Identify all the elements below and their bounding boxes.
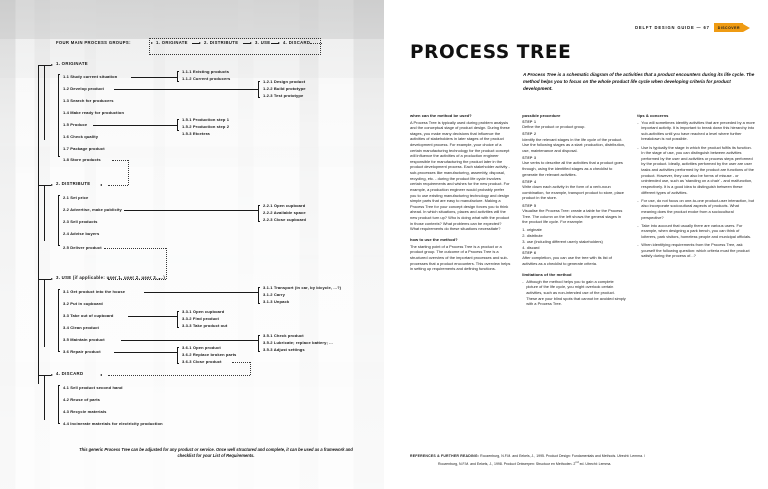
group-arrow-icon-1 — [51, 64, 53, 66]
step-block-6 — [522, 251, 626, 267]
flow-arrow-icon-0 — [151, 42, 153, 44]
step-block-5 — [522, 204, 626, 251]
subitem-3-5-1: 3.5.1 Check product — [263, 333, 304, 338]
items-bracket-2-top — [58, 195, 60, 196]
step5-stage-list — [522, 227, 626, 250]
page-header — [635, 23, 750, 32]
subitem-3-1-2: 3.1.2 Carry — [263, 292, 286, 297]
list-item: - Although the method helps you to gain a complete picture of the life cycle, you might overlook certain activities, such as non-intended use of the product. These are your blind spots that cannot be avoided simply with a Process Tree. — [522, 279, 626, 307]
brace-3-3 — [177, 311, 179, 328]
diagram-caption: This generic Process Tree can be adjusted for any product or service. Once well structured and complete, it can be used as a framework and checklist for your List of Requirements. — [79, 447, 353, 459]
item-1-3: 1.3 Search for producers — [63, 98, 114, 103]
items-bracket-3-top — [58, 289, 60, 290]
item-2-5: 2.5 Deliver product — [63, 245, 102, 250]
list-item: 4. discard — [522, 245, 540, 251]
items-bracket-1-bottom — [58, 156, 60, 157]
references-line1: Roozenburg, N.F.M. and Eekels, J., 1995. Product Design: Fundamentals and Methods. Utrecht: Lemma. / — [479, 454, 645, 459]
item-3-1: 3.1 Get product into the house — [63, 289, 126, 294]
heading-tips: tips & concerns — [637, 113, 669, 118]
list-item: - Use is typically the stage in which the product fulfils its function. In the stage of use, you can distinguish between activities performed by the user and activities or process steps performed by the product. Ideally, activities performed by the user are user tasks and activities performed by the product are functions of the product. However, they can also be forms of misuse - or unintended use, such as 'standing on a chair' - and malfunction, respectively. It is a good idea to distinguish between these different types of activities. — [637, 145, 755, 195]
dotted-out-1-8 — [112, 160, 128, 161]
heading-when: when can the method be used? — [410, 113, 472, 118]
four-main-process-groups-title: FOUR MAIN PROCESS GROUPS: — [56, 40, 131, 45]
tips-list — [637, 120, 755, 259]
group-heading-4: 4. DISCARD — [56, 371, 84, 376]
subitem-1-5-1: 1.5.1 Production step 1 — [182, 117, 230, 122]
step-text-5: Visualise the Process Tree: create a table for the Process Tree. The column on the left shows the general stages in the product life cycle. For example: — [522, 208, 623, 225]
step-label-6: STEP 6 — [522, 251, 537, 256]
branch-line-1-1 — [131, 77, 177, 78]
column-tips — [637, 113, 755, 309]
group-bracket-3 — [44, 279, 45, 347]
group-bracket-4 — [44, 375, 45, 420]
references-ordinal: nd — [575, 459, 579, 464]
subitem-1-1-1: 1.1.1 Existing products — [182, 69, 230, 74]
step-label-2: STEP 2 — [522, 132, 537, 137]
heading-procedure: possible procedure — [522, 113, 561, 118]
item-3-3: 3.3 Take out of cupboard — [63, 313, 114, 318]
list-item: - You will sometimes identify activities that are preceded by a more important activity. It is important to break down this hierarchy into sub-activities until you have reached a level where further breakdown is not possible. — [637, 120, 755, 142]
flow-arrow-icon-3 — [278, 42, 280, 44]
subitem-2-2-2: 2.2.2 Available space — [263, 210, 306, 215]
item-4-3: 4.3 Recycle materials — [63, 409, 107, 414]
step-text-2: Identify the relevant stages in the life cycle of the product. Use the following stages as a start: production, distribution, use, maintenance and disposal. — [522, 136, 626, 153]
list-item: - When identifying requirements from the Process Tree, ask yourself the following question: which criteria must the product satisfy during the process of...? — [637, 242, 755, 259]
group-bracket-2 — [44, 185, 45, 241]
list-item: 2. distribute — [522, 233, 543, 239]
brace-1-1 — [177, 71, 179, 82]
subitem-3-3-2: 3.3.2 Find product — [182, 316, 220, 321]
item-1-4: 1.4 Make ready for production — [63, 110, 125, 115]
item-1-2: 1.2 Develop product — [63, 86, 104, 91]
top-flow-step-1: 1. ORIGINATE — [156, 40, 188, 45]
step-block-3 — [522, 156, 626, 177]
group-arrow-icon-4 — [51, 374, 53, 376]
group-heading-3: 3. USE (if applicable: user 1, user 2, user 3, ...) — [56, 275, 166, 280]
discover-tab-label: DISCOVER — [717, 25, 740, 30]
item-3-2: 3.2 Put in cupboard — [63, 301, 103, 306]
brace-3-5 — [258, 335, 260, 352]
brace-3-1 — [258, 287, 260, 304]
flow-connector-3 — [310, 43, 322, 44]
column-when-how — [410, 113, 511, 309]
item-4-2: 4.2 Reuse of parts — [63, 397, 101, 402]
text-how: The starting point of a Process Tree is a product or a product group. The outcome of a Process Tree is a structured overview of the important processes and sub-processes that a product encounters. This overview helps in setting up requirements and defining functions. — [410, 243, 511, 272]
item-2-2: 2.2 Advertise, make publicity — [63, 207, 122, 212]
flow-arrow-icon-2 — [250, 42, 252, 44]
brace-2-2 — [258, 205, 260, 222]
subitem-3-1-1: 3.1.1 Transport (in car, by bicycle, ...?) — [263, 285, 342, 290]
subitem-1-2-1: 1.2.1 Design product — [263, 79, 306, 84]
step-label-4: STEP 4 — [522, 179, 537, 184]
items-bracket-4-bottom — [58, 423, 60, 424]
spine-line — [38, 66, 39, 384]
subitem-2-2-1: 2.2.1 Open cupboard — [263, 203, 306, 208]
text-when: A Process Tree is typically used during problem analysis and the conceptual stage of product design. During these stages, you make many decisions that influence the activities of stakeholders in later stages of the product development process. For example, your choice of a certain manufacturing technology for the product concept will influence the activities of a production engineer responsible for manufacturing the product later in the product development process. Each stakeholder activity - sub-processes like manufacturing, assembly, disposal, recycling, etc. - during the product life cycle involves certain requirements and wishes for the new product. For example, a production engineer would probably prefer you to use existing manufacturing technology and design simple parts that are easy to manufacture. Making a Process Tree for your concept design forces you to think ahead. In which situations, places and activities will the new product turn up? Who is doing what with the product in those contexts? What problems can be expected? What requirements do these situations necessitate? — [410, 119, 510, 232]
branch-line-1-5 — [93, 125, 177, 126]
heading-limitations: limitations of the method — [522, 272, 572, 278]
top-flow-step-3: 3. USE — [255, 40, 271, 45]
items-bracket-3 — [58, 289, 59, 351]
step-text-1: Define the product or product group. — [522, 123, 586, 129]
column-procedure — [522, 113, 626, 309]
group-in-arrow-icon-2 — [100, 184, 102, 186]
group-bracket-1 — [44, 65, 45, 140]
step-label-5: STEP 5 — [522, 203, 537, 208]
items-bracket-2-bottom — [58, 245, 60, 246]
top-flow-step-4: 4. DISCARD — [283, 40, 311, 45]
item-1-1: 1.1 Study current situation — [63, 74, 118, 79]
step-text-3: Use verbs to describe all the activities that a product goes through, using the identified stages as a checklist to generate the relevant activities. — [522, 160, 623, 177]
list-item: 1. originate — [522, 227, 542, 233]
discover-tab-body — [714, 23, 743, 32]
subitem-3-3-1: 3.3.1 Open cupboard — [182, 309, 225, 314]
step-block-1 — [522, 120, 626, 130]
top-flow-step-2: 2. DISTRIBUTE — [204, 40, 239, 45]
items-bracket-1 — [58, 74, 59, 156]
item-3-5: 3.5 Maintain product — [63, 337, 105, 342]
subitem-2-2-3: 2.2.3 Close cupboard — [263, 217, 307, 222]
references-line2: Roozenburg, N.F.M. and Eekels, J., 1998. Product Ontwerpen: Structuur en Methoden. 2nd ed. Utrecht: Lemma. — [438, 459, 612, 466]
subitem-3-6-2: 3.6.2 Replace broken parts — [182, 352, 237, 357]
step-label-3: STEP 3 — [522, 156, 537, 160]
item-1-6: 1.6 Check quality — [63, 134, 99, 139]
item-1-5: 1.5 Produce — [63, 122, 88, 127]
dotted-out-2-5 — [104, 248, 166, 249]
subitem-1-2-2: 1.2.2 Build prototype — [263, 86, 306, 91]
list-item: 3. use (including different user/y stakeholders) — [522, 239, 603, 245]
item-4-1: 4.1 Sell product second hand — [63, 385, 123, 390]
item-2-1: 2.1 Set price — [63, 195, 89, 200]
tab-arrow-icon — [743, 24, 750, 32]
item-3-6: 3.6 Repair product — [63, 349, 101, 354]
group-in-arrow-icon-4 — [100, 374, 102, 376]
branch-line-2-2 — [124, 210, 258, 211]
references — [410, 454, 750, 467]
group-arrow-icon-2 — [51, 184, 53, 186]
brace-3-6 — [177, 347, 179, 364]
step-block-4 — [522, 180, 626, 201]
dotted-down-3-6 — [250, 362, 251, 375]
guide-label: DELFT DESIGN GUIDE — 67 — [635, 25, 710, 30]
dotted-out-3-6 — [232, 362, 250, 363]
intro-paragraph: A Process Tree is a schematic diagram of the activities that a product encounters during its life cycle. The method helps you to focus on the whole product life cycle when developing criteria for product development. — [523, 72, 755, 92]
list-item: - For use, do not focus on one-to-one product-user interaction, but also incorporate sociocultural aspects of products. What meaning does the product evoke from a sociocultural perspective? — [637, 198, 755, 220]
heading-how: how to use the method? — [410, 237, 458, 243]
content-columns — [410, 113, 755, 309]
subitem-3-3-3: 3.3.3 Take product out — [182, 323, 228, 328]
limitations-list — [522, 279, 626, 307]
group-arrow-icon-3 — [51, 278, 53, 280]
items-bracket-4 — [58, 385, 59, 423]
group-heading-2: 2. DISTRIBUTE — [56, 181, 91, 186]
subitem-3-5-2: 3.5.2 Lubricate; replace battery; ... — [263, 340, 333, 345]
branch-line-3-6 — [114, 352, 177, 353]
branch-line-3-3 — [128, 316, 177, 317]
page-title: PROCESS TREE — [410, 42, 572, 63]
subitem-3-6-1: 3.6.1 Open product — [182, 345, 221, 350]
item-1-8: 1.8 Store products — [63, 157, 101, 162]
step-text-6: After completion, you can use the tree with its list of activities as a checklist to generate criteria. — [522, 255, 612, 267]
subitem-3-6-3: 3.6.3 Close product — [182, 359, 222, 364]
items-bracket-3-bottom — [58, 351, 60, 352]
item-1-7: 1.7 Package product — [63, 146, 105, 151]
item-2-4: 2.4 Advise buyers — [63, 231, 100, 236]
branch-line-1-2 — [114, 89, 258, 90]
group-heading-1: 1. ORIGINATE — [56, 61, 88, 66]
item-2-3: 2.3 Sell products — [63, 219, 98, 224]
dotted-down-1-8 — [128, 160, 129, 185]
dotted-down-2-5 — [166, 248, 167, 279]
item-4-4: 4.4 Incinerate materials for electricity production — [63, 421, 163, 426]
item-3-4: 3.4 Clean product — [63, 325, 100, 330]
brace-1-5 — [177, 119, 179, 131]
step-block-2 — [522, 132, 626, 153]
subitem-1-2-3: 1.2.3 Test prototype — [263, 93, 304, 98]
items-bracket-4-top — [58, 385, 60, 386]
flow-arrow-icon-1 — [199, 42, 201, 44]
dotted-into-4 — [108, 375, 250, 376]
step-label-1: STEP 1 — [522, 119, 537, 124]
group-in-arrow-icon-3 — [158, 278, 160, 280]
discover-tab[interactable] — [714, 23, 750, 32]
right-page-content — [384, 0, 768, 489]
items-bracket-2 — [58, 195, 59, 245]
branch-line-3-5 — [121, 340, 258, 341]
subitem-1-5-3: 1.5.3 Etcetera — [182, 131, 210, 136]
subitem-1-1-2: 1.1.2 Current producers — [182, 76, 231, 81]
step-text-4: Write down each activity in the form of a verb-noun combination, for example, transport product to store, place product in the store. — [522, 184, 624, 201]
brace-1-2 — [258, 81, 260, 98]
items-bracket-1-top — [58, 74, 60, 75]
references-label: REFERENCES & FURTHER READING: — [410, 454, 480, 459]
branch-line-3-1 — [144, 292, 258, 293]
dotted-into-2 — [108, 185, 128, 186]
list-item: - Take into account that usually there are various users. For example, when designing a park bench, you can think of loiterers, park visitors, homeless people and municipal officials. — [637, 223, 755, 240]
subitem-1-5-2: 1.5.2 Production step 2 — [182, 124, 230, 129]
subitem-3-5-3: 3.5.3 Adjust settings — [263, 347, 305, 352]
subitem-3-1-3: 3.1.3 Unpack — [263, 299, 290, 304]
